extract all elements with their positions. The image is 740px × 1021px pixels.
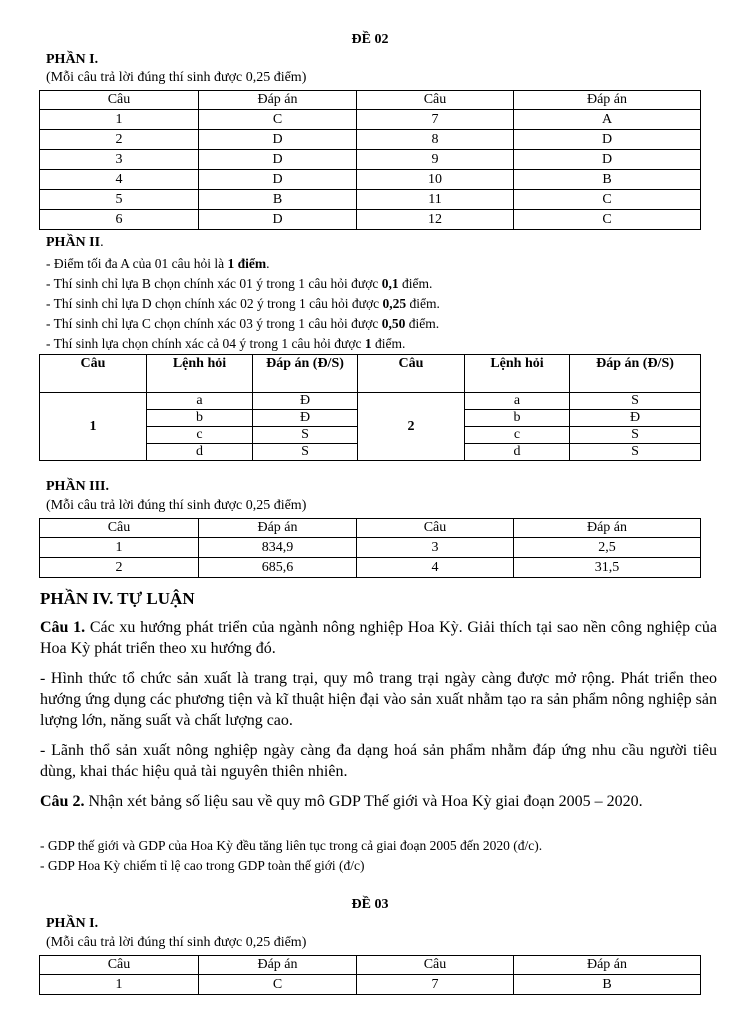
table-cell: d [147,444,253,461]
column-header: Câu [40,355,147,393]
table-cell: b [147,410,253,427]
table-cell: S [253,444,358,461]
question-text: Nhận xét bảng số liệu sau về quy mô GDP Thế giới và Hoa Kỳ giai đoạn 2005 – 2020. [84,793,643,810]
column-header: Đáp án [514,956,701,975]
table-cell: D [199,170,357,190]
table-cell: 2 [40,130,199,150]
rule-score: 1 điểm [227,256,267,271]
table-cell: 3 [357,538,514,558]
column-header: Đáp án (Đ/S) [570,355,701,393]
part2-title-text: PHẦN II [46,235,101,250]
column-header: Đáp án [199,91,357,110]
de03-part1-title: PHẦN I. [46,916,99,931]
column-header: Câu [40,91,199,110]
answer-line: - GDP thế giới và GDP của Hoa Kỳ đều tăng liên tục trong cả giai đoạn 2005 đến 2020 (đ/c). [40,838,543,853]
scoring-rule [46,275,432,292]
essay-question-2 [40,791,717,812]
rule-text: - Thí sinh chỉ lựa B chọn chính xác 01 ý trong 1 câu hỏi được [46,276,382,291]
table-cell: c [465,427,570,444]
table-cell: 12 [357,210,514,230]
column-header: Lệnh hỏi [465,355,570,393]
question-label: Câu 2. [40,793,85,810]
column-header: Câu [40,519,199,538]
column-header: Câu [40,956,199,975]
table-cell: 10 [357,170,514,190]
table-cell: C [199,110,357,130]
table-cell: C [514,190,701,210]
table-cell: d [465,444,570,461]
scoring-rule [46,315,439,332]
table-cell: Đ [570,410,701,427]
column-header: Đáp án [199,519,357,538]
table-cell: S [570,444,701,461]
exam-title-de02: ĐỀ 02 [351,32,389,47]
table-cell: Đ [253,393,358,410]
table-cell: 7 [357,975,514,995]
table-row [40,393,701,410]
table-cell: C [199,975,357,995]
column-header: Đáp án [514,519,701,538]
table-cell: B [514,170,701,190]
essay-question-1 [40,617,717,659]
table-row [40,190,701,210]
table-row [40,538,701,558]
rule-score: 0,25 [382,296,407,311]
rule-text: - Thí sinh chỉ lựa D chọn chính xác 02 ý trong 1 câu hỏi được [46,296,383,311]
table-cell: 685,6 [199,558,357,578]
rule-text-end: . [266,256,270,271]
table-row [40,210,701,230]
part3-answer-table [39,518,701,578]
part2-true-false-table [39,354,701,461]
table-cell: S [570,393,701,410]
table-cell: 4 [40,170,199,190]
table-cell: Đ [253,410,358,427]
table-cell: S [570,427,701,444]
question-label: Câu 1. [40,619,86,636]
scoring-rule [46,255,269,272]
table-cell: 834,9 [199,538,357,558]
part3-title: PHẦN III. [46,479,110,494]
answer-line: - GDP Hoa Kỳ chiếm tỉ lệ cao trong GDP toàn thế giới (đ/c) [40,858,365,873]
table-header-row [40,91,701,110]
table-cell: 3 [40,150,199,170]
table-cell: B [514,975,701,995]
table-cell: D [199,130,357,150]
rule-text-end: điểm. [406,296,440,311]
column-header: Câu [357,519,514,538]
part3-note: (Mỗi câu trả lời đúng thí sinh được 0,25 điểm) [46,498,307,513]
table-cell: 4 [357,558,514,578]
table-cell: 6 [40,210,199,230]
table-cell: D [199,150,357,170]
table-header-row [40,355,701,393]
table-cell: 2,5 [514,538,701,558]
table-cell: 2 [40,558,199,578]
de03-part1-answer-table [39,955,701,995]
de03-part1-note: (Mỗi câu trả lời đúng thí sinh được 0,25 điểm) [46,935,307,950]
column-header: Lệnh hỏi [147,355,253,393]
table-cell: a [147,393,253,410]
question-number: 2 [358,393,465,461]
table-cell: 1 [40,538,199,558]
rule-text-end: điểm. [398,276,433,291]
part2-title-suffix: . [100,235,104,250]
table-header-row [40,519,701,538]
table-row [40,130,701,150]
table-cell: 1 [40,110,199,130]
rule-text-end: điểm. [371,336,406,351]
table-cell: A [514,110,701,130]
question-number: 1 [40,393,147,461]
table-cell: 1 [40,975,199,995]
rule-score: 1 [364,336,372,351]
table-cell: D [514,150,701,170]
table-row [40,558,701,578]
column-header: Đáp án [514,91,701,110]
exam-title-de03: ĐỀ 03 [351,897,389,912]
scoring-rule [46,335,405,352]
table-cell: D [514,130,701,150]
rule-text-end: điểm. [405,316,440,331]
part1-answer-table [39,90,701,230]
table-row [40,110,701,130]
rule-score: 0,1 [381,276,399,291]
table-cell: a [465,393,570,410]
part2-title [46,235,104,251]
column-header: Câu [357,91,514,110]
column-header: Câu [357,956,514,975]
part4-title: PHẦN IV. TỰ LUẬN [40,589,195,608]
column-header: Đáp án [199,956,357,975]
rule-text: - Thí sinh chỉ lựa C chọn chính xác 03 ý trong 1 câu hỏi được [46,316,382,331]
table-cell: D [199,210,357,230]
part1-title: PHẦN I. [46,52,99,67]
table-cell: 8 [357,130,514,150]
table-row [40,150,701,170]
table-cell: B [199,190,357,210]
table-cell: 11 [357,190,514,210]
table-cell: 31,5 [514,558,701,578]
rule-text: - Điểm tối đa A của 01 câu hỏi là [46,256,228,271]
rule-score: 0,50 [381,316,406,331]
table-cell: 7 [357,110,514,130]
table-row [40,170,701,190]
table-cell: 9 [357,150,514,170]
table-row [40,975,701,995]
question-text: Các xu hướng phát triển của ngành nông nghiệp Hoa Kỳ. Giải thích tại sao nền công nghiệp của Hoa Kỳ phát triển theo xu hướng đó. [40,619,718,657]
part1-note: (Mỗi câu trả lời đúng thí sinh được 0,25 điểm) [46,70,307,85]
answer-paragraph: - Lãnh thổ sản xuất nông nghiệp ngày càng đa dạng hoá sản phẩm nhằm đáp ứng nhu cầu người tiêu dùng, khai thác hiệu quả tài nguyên thiên nhiên. [40,742,717,780]
column-header: Câu [358,355,465,393]
scoring-rule [46,295,440,312]
rule-text: - Thí sinh lựa chọn chính xác cả 04 ý trong 1 câu hỏi được [46,336,365,351]
table-header-row [40,956,701,975]
column-header: Đáp án (Đ/S) [253,355,358,393]
table-cell: C [514,210,701,230]
table-cell: 5 [40,190,199,210]
table-cell: b [465,410,570,427]
answer-paragraph: - Hình thức tổ chức sản xuất là trang trại, quy mô trang trại ngày càng được mở rộng. Phát triển theo hướng ứng dụng các phương tiện và kĩ thuật hiện đại vào sản xuất nhằm tạo ra sản phẩm nông nghiệp sản lượng lớn, năng suất và chất lượng cao. [40,670,717,729]
table-cell: c [147,427,253,444]
table-cell: S [253,427,358,444]
